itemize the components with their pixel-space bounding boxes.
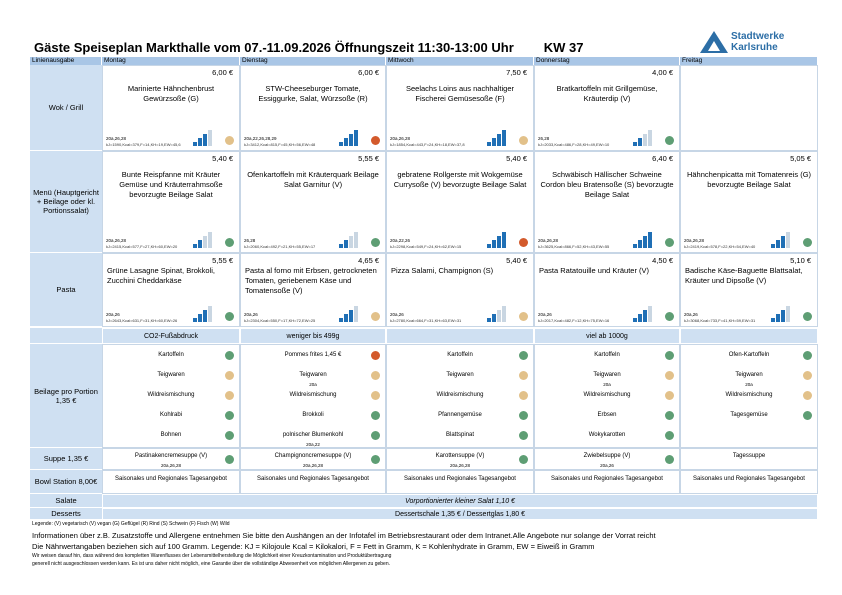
dish-cell[interactable]	[386, 151, 534, 253]
bowl-text: Saisonales und Regionales Tagesangebot	[693, 476, 805, 482]
column-header-1: Montag	[102, 57, 240, 65]
dish-nutrition: kJ=2643,Kcal=631,F=31,KH=60,EW=26	[106, 318, 178, 323]
side-item[interactable]: Erbsen	[597, 412, 617, 418]
co2-bar	[497, 236, 501, 248]
soup-allergens: 20a,26	[600, 463, 614, 468]
side-allergens: 20a	[745, 382, 753, 387]
dish-allergens: 20a,26	[684, 312, 698, 317]
co2-rating-dot	[225, 238, 234, 247]
dish-nutrition: kJ=2033,Kcal=486,F=28,KH=49,EW=10	[538, 142, 610, 147]
dish-nutrition: kJ=3625,Kcal=866,F=52,KH=43,EW=55	[538, 244, 610, 249]
dish-cell[interactable]	[102, 151, 240, 253]
sides-cell	[102, 344, 240, 448]
side-item[interactable]: Bohnen	[160, 432, 182, 438]
co2-bar	[349, 134, 353, 146]
co2-rating-dot	[519, 136, 528, 145]
bowl-label: Bowl Station 8,00€	[30, 470, 102, 494]
soup-cell[interactable]	[680, 448, 818, 470]
co2-bar	[193, 244, 197, 248]
co2-bar	[354, 232, 358, 248]
co2-bar	[633, 244, 637, 248]
co2-bar	[771, 318, 775, 322]
co2-bar	[354, 130, 358, 146]
dish-allergens: 26,28	[244, 238, 256, 243]
side-item[interactable]: Pfannengemüse	[438, 412, 482, 418]
sides-label: Beilage pro Portion 1,35 €	[30, 344, 102, 448]
dish-name: Ofenkartoffeln mit Kräuterquark Beilage Salat Garnitur (V)	[247, 170, 379, 189]
co2-rating-dot	[225, 136, 234, 145]
co2-bars-icon	[193, 130, 215, 146]
dish-name: Badische Käse-Baguette Blattsalat, Kräuter und Dipsoße (V)	[685, 266, 803, 285]
co2-bar	[638, 138, 642, 146]
soup-co2-dot	[519, 455, 528, 464]
dish-nutrition: kJ=3412,Kcal=815,F=45,KH=56,EW=48	[244, 142, 316, 147]
co2-bars-icon	[487, 232, 509, 248]
soup-cell[interactable]	[240, 448, 386, 470]
dish-price: 4,65 €	[358, 256, 379, 265]
co2-bar	[781, 310, 785, 322]
dish-allergens: 20a,26	[538, 312, 552, 317]
co2-bar	[354, 306, 358, 322]
side-co2-dot	[803, 371, 812, 380]
co2-bar	[786, 306, 790, 322]
dish-allergens: 20a,26	[244, 312, 258, 317]
co2-bar	[771, 244, 775, 248]
soup-name: Zwiebelsuppe (V)	[583, 453, 631, 459]
dessert-label: Desserts	[30, 508, 102, 520]
dish-name: Pizza Salami, Champignon (S)	[391, 266, 494, 275]
side-co2-dot	[519, 431, 528, 440]
dish-cell[interactable]	[680, 253, 818, 327]
salad-label: Salate	[30, 494, 102, 508]
soup-allergens: 20a,26,28	[302, 463, 324, 468]
column-header-2: Dienstag	[240, 57, 386, 65]
co2-bar	[339, 318, 343, 322]
dish-name: Pasta Ratatouille und Kräuter (V)	[539, 266, 650, 275]
dish-cell[interactable]	[680, 151, 818, 253]
co2-bars-icon	[771, 232, 793, 248]
title-text: Gäste Speiseplan Markthalle vom 07.-11.09.2026 Öffnungszeit 11:30-13:00 Uhr	[34, 40, 514, 55]
side-item[interactable]: Teigwaren	[593, 372, 621, 378]
co2-rating-dot	[371, 238, 380, 247]
side-co2-dot	[371, 411, 380, 420]
co2-bar	[193, 142, 197, 146]
dish-price: 5,55 €	[212, 256, 233, 265]
footer-line1: Informationen über z.B. Zusatzstoffe und Allergene entnehmen Sie bitte den Aushängen an der Infotafel im Betriebsrestaurant oder dem Intranet.Alle Angebote nur solange der Vorrat reicht	[32, 531, 656, 540]
side-co2-dot	[803, 411, 812, 420]
dish-name: Bratkartoffeln mit Grillgemüse, Kräuterdip (V)	[556, 84, 658, 103]
legend: Legende: (V) vegetarisch (V) vegan (G) Geflügel (R) Rind (S) Schwein (F) Fisch (W) Wild	[32, 521, 230, 527]
side-item[interactable]: Wildreismischung	[147, 392, 195, 398]
co2-bar	[198, 138, 202, 146]
dish-name: gebratene Rollgerste mit Wokgemüse Currysoße (V) bevorzugte Beilage Salat	[393, 170, 527, 189]
dish-allergens: 20a,26,28	[106, 136, 127, 141]
side-item[interactable]: Wildreismischung	[436, 392, 484, 398]
dish-cell[interactable]	[102, 253, 240, 327]
side-co2-dot	[665, 431, 674, 440]
sides-cell	[680, 344, 818, 448]
co2-bar	[203, 236, 207, 248]
side-item[interactable]: polnischer Blumenkohl	[282, 432, 344, 438]
dish-nutrition: kJ=2298,Kcal=549,F=24,KH=62,EW=15	[390, 244, 462, 249]
side-co2-dot	[803, 351, 812, 360]
side-item[interactable]: Teigwaren	[299, 372, 327, 378]
salad-text: Vorportionierter kleiner Salat 1,10 €	[102, 494, 818, 508]
footer-line4: generell nicht ausgeschlossen werden kann. Es ist uns daher nicht möglich, eine Garantie über die vollständige Abwesenheit von möglichen Allergenen zu geben.	[32, 561, 391, 567]
side-item[interactable]: Kartoffeln	[158, 352, 184, 358]
side-co2-dot	[225, 411, 234, 420]
dish-cell[interactable]	[102, 65, 240, 151]
soup-co2-dot	[371, 455, 380, 464]
side-allergens: 20a	[603, 382, 611, 387]
co2-bar	[502, 130, 506, 146]
co2-rating-dot	[665, 136, 674, 145]
dish-price: 5,40 €	[212, 154, 233, 163]
co2-bar	[648, 130, 652, 146]
side-co2-dot	[371, 391, 380, 400]
side-item[interactable]: Ofen-Kartoffeln	[728, 352, 770, 358]
footer-line3: Wir weisen darauf hin, dass während des kompletten Warenflusses der Lebensmittelherstellung die Möglichkeit einer Kreuzkontamination und Produktübertragung	[32, 553, 392, 559]
dish-name: Marinierte Hähnchenbrust Gewürzsoße (G)	[127, 84, 215, 103]
bowl-cell[interactable]	[240, 470, 386, 494]
side-allergens: 20a	[309, 382, 317, 387]
side-co2-dot	[665, 371, 674, 380]
co2-bar	[502, 232, 506, 248]
dish-cell[interactable]	[240, 253, 386, 327]
soup-name: Champignoncremesuppe (V)	[274, 453, 352, 459]
side-co2-dot	[665, 391, 674, 400]
page-title	[34, 40, 584, 55]
dish-cell[interactable]	[680, 65, 818, 151]
logo-triangle-inner	[708, 41, 720, 51]
soup-allergens: 20a,26,28	[160, 463, 182, 468]
co2-bar	[633, 142, 637, 146]
co2-bar	[497, 310, 501, 322]
dish-allergens: 20a,26,28	[390, 136, 411, 141]
dish-price: 7,50 €	[506, 68, 527, 77]
bowl-cell[interactable]	[680, 470, 818, 494]
side-co2-dot	[225, 431, 234, 440]
dish-price: 4,00 €	[652, 68, 673, 77]
bowl-cell[interactable]	[102, 470, 240, 494]
dish-nutrition: kJ=1854,Kcal=443,F=24,KH=18,EW=37,8	[390, 142, 465, 147]
co2-bar	[633, 318, 637, 322]
co2-bars-icon	[339, 130, 361, 146]
co2-bar	[193, 318, 197, 322]
soup-label: Suppe 1,35 €	[30, 448, 102, 470]
dish-price: 6,00 €	[212, 68, 233, 77]
co2-low: weniger bis 499g	[240, 328, 386, 344]
row-label-0: Wok / Grill	[30, 65, 102, 151]
co2-bar	[208, 130, 212, 146]
dish-price: 5,05 €	[790, 154, 811, 163]
side-co2-dot	[803, 391, 812, 400]
co2-bars-icon	[771, 306, 793, 322]
dish-price: 4,50 €	[652, 256, 673, 265]
co2-bar	[776, 240, 780, 248]
soup-name: Pastinakencremesuppe (V)	[134, 453, 208, 459]
dish-allergens: 20a,26	[390, 312, 404, 317]
soup-name: Tagessuppe	[732, 453, 766, 459]
co2-rating-dot	[371, 312, 380, 321]
side-allergens: 20a,22	[306, 442, 320, 447]
side-co2-dot	[519, 391, 528, 400]
side-item[interactable]: Pommes frites 1,45 €	[284, 352, 342, 358]
soup-allergens: 20a,26,28	[449, 463, 471, 468]
side-item[interactable]: Wildreismischung	[725, 392, 773, 398]
co2-bar	[208, 306, 212, 322]
bowl-text: Saisonales und Regionales Tagesangebot	[404, 476, 516, 482]
dish-nutrition: kJ=2060,Kcal=492,F=21,KH=55,EW=17	[244, 244, 316, 249]
co2-bar	[349, 236, 353, 248]
dish-name: Bunte Reispfanne mit Kräuter Gemüse und Kräuterrahmsoße bevorzugte Beilage Salat	[119, 170, 223, 199]
co2-bar	[198, 240, 202, 248]
dish-nutrition: kJ=2419,Kcal=578,F=22,KH=54,EW=40	[684, 244, 756, 249]
side-co2-dot	[519, 371, 528, 380]
co2-rating-dot	[803, 312, 812, 321]
co2-bar	[339, 244, 343, 248]
bowl-cell[interactable]	[534, 470, 680, 494]
side-item[interactable]: Blattspinat	[445, 432, 475, 438]
dish-price: 6,40 €	[652, 154, 673, 163]
dish-cell[interactable]	[534, 151, 680, 253]
sides-cell	[240, 344, 386, 448]
side-item[interactable]: Wildreismischung	[583, 392, 631, 398]
side-item[interactable]: Brokkoli	[302, 412, 324, 418]
side-item[interactable]: Kartoffeln	[447, 352, 473, 358]
co2-bar	[776, 314, 780, 322]
co2-mid	[386, 328, 534, 344]
dish-name: Hähnchenpicatta mit Tomatenreis (G) bevorzugte Beilage Salat	[686, 170, 812, 189]
co2-bar	[492, 240, 496, 248]
co2-bar	[203, 134, 207, 146]
dish-nutrition: kJ=2304,Kcal=550,F=17,KH=72,EW=25	[244, 318, 316, 323]
co2-bars-icon	[339, 306, 361, 322]
side-co2-dot	[225, 371, 234, 380]
dish-nutrition: kJ=3068,Kcal=733,F=41,KH=59,EW=31	[684, 318, 756, 323]
week-number: KW 37	[543, 40, 584, 55]
dish-price: 5,40 €	[506, 256, 527, 265]
stadtwerke-logo	[700, 29, 820, 57]
dish-allergens: 20a,26	[106, 312, 120, 317]
co2-bar	[502, 306, 506, 322]
co2-bars-icon	[633, 232, 655, 248]
co2-bar	[349, 310, 353, 322]
logo-line2: Karlsruhe	[731, 42, 778, 53]
co2-empty	[680, 328, 818, 344]
dish-name: Pasta al forno mit Erbsen, getrockneten Tomaten, geriebenem Käse und Tomatensoße (V)	[245, 266, 377, 295]
co2-row-label	[30, 328, 102, 344]
co2-bar	[344, 314, 348, 322]
co2-high: viel ab 1000g	[534, 328, 680, 344]
side-co2-dot	[225, 391, 234, 400]
bowl-text: Saisonales und Regionales Tagesangebot	[257, 476, 369, 482]
soup-cell[interactable]	[102, 448, 240, 470]
dish-name: Grüne Lasagne Spinat, Brokkoli, Zucchini Cheddarkäse	[107, 266, 215, 285]
co2-bar	[203, 310, 207, 322]
co2-bar	[497, 134, 501, 146]
co2-bar	[643, 134, 647, 146]
co2-bar	[344, 240, 348, 248]
column-header-3: Mittwoch	[386, 57, 534, 65]
logo-line1: Stadtwerke	[731, 31, 785, 42]
side-item[interactable]: Teigwaren	[157, 372, 185, 378]
co2-rating-dot	[519, 238, 528, 247]
column-header-0: Linienausgabe	[30, 57, 102, 65]
co2-bar	[198, 314, 202, 322]
co2-bar	[648, 306, 652, 322]
dish-cell[interactable]	[534, 253, 680, 327]
side-co2-dot	[371, 371, 380, 380]
dish-price: 5,40 €	[506, 154, 527, 163]
dish-allergens: 20a,26,28	[684, 238, 705, 243]
co2-bar	[643, 236, 647, 248]
dish-nutrition: kJ=1590,Kcal=379,F=14,KH=19,EW=45,6	[106, 142, 181, 147]
co2-bar	[786, 232, 790, 248]
bowl-text: Saisonales und Regionales Tagesangebot	[115, 476, 227, 482]
dish-cell[interactable]	[534, 65, 680, 151]
co2-bar	[643, 310, 647, 322]
dish-nutrition: kJ=2017,Kcal=482,F=12,KH=75,EW=16	[538, 318, 610, 323]
co2-bars-icon	[193, 306, 215, 322]
side-co2-dot	[519, 411, 528, 420]
co2-bar	[781, 236, 785, 248]
co2-rating-dot	[225, 312, 234, 321]
side-item[interactable]: Kartoffeln	[594, 352, 620, 358]
side-co2-dot	[371, 351, 380, 360]
sides-cell	[534, 344, 680, 448]
dish-name: STW-Cheeseburger Tomate, Essiggurke, Salat, Würzsoße (R)	[258, 84, 368, 103]
dish-allergens: 20a,26,28	[538, 238, 559, 243]
co2-bar	[638, 314, 642, 322]
co2-bars-icon	[633, 130, 655, 146]
side-item[interactable]: Teigwaren	[446, 372, 474, 378]
dish-price: 6,00 €	[358, 68, 379, 77]
co2-bar	[487, 142, 491, 146]
side-item[interactable]: Wokykarotten	[588, 432, 626, 438]
side-co2-dot	[371, 431, 380, 440]
side-co2-dot	[665, 351, 674, 360]
dish-cell[interactable]	[240, 151, 386, 253]
dish-price: 5,10 €	[790, 256, 811, 265]
side-item[interactable]: Teigwaren	[735, 372, 763, 378]
co2-rating-dot	[371, 136, 380, 145]
side-item[interactable]: Tagesgemüse	[730, 412, 768, 418]
co2-bar	[492, 138, 496, 146]
co2-rating-dot	[665, 238, 674, 247]
dish-cell[interactable]	[386, 253, 534, 327]
co2-bar	[344, 138, 348, 146]
dish-allergens: 20a,26,28	[106, 238, 127, 243]
dessert-text: Dessertschale 1,35 € / Dessertglas 1,80 €	[102, 508, 818, 520]
co2-bar	[339, 142, 343, 146]
co2-bar	[648, 232, 652, 248]
bowl-text: Saisonales und Regionales Tagesangebot	[551, 476, 663, 482]
dish-price: 5,55 €	[358, 154, 379, 163]
dish-allergens: 20a,22,26,28,29	[244, 136, 277, 141]
footer-line2: Die Nährwertangaben beziehen sich auf 100 Gramm. Legende: KJ = Kilojoule Kcal = Kilokalori, F = Fett in Gramm, K = Kohlenhydrate in Gramm, EW = Eiweiß in Gramm	[32, 542, 595, 551]
co2-bar	[208, 232, 212, 248]
bowl-cell[interactable]	[386, 470, 534, 494]
co2-bars-icon	[193, 232, 215, 248]
side-item[interactable]: Wildreismischung	[289, 392, 337, 398]
co2-bar	[487, 318, 491, 322]
soup-co2-dot	[225, 455, 234, 464]
co2-bar	[492, 314, 496, 322]
co2-rating-dot	[519, 312, 528, 321]
dish-cell[interactable]	[386, 65, 534, 151]
soup-co2-dot	[665, 455, 674, 464]
co2-bars-icon	[633, 306, 655, 322]
co2-rating-dot	[665, 312, 674, 321]
co2-bars-icon	[487, 306, 509, 322]
row-label-2: Pasta	[30, 253, 102, 327]
co2-label: CO2-Fußabdruck	[102, 328, 240, 344]
dish-nutrition: kJ=2415,Kcal=577,F=27,KH=60,EW=20	[106, 244, 178, 249]
soup-cell[interactable]	[386, 448, 534, 470]
dish-allergens: 20a,22,26	[390, 238, 411, 243]
soup-name: Karottensuppe (V)	[435, 453, 485, 459]
sides-cell	[386, 344, 534, 448]
row-label-1: Menü (Hauptgericht + Beilage oder kl. Portionssalat)	[30, 151, 102, 253]
side-co2-dot	[519, 351, 528, 360]
co2-bars-icon	[487, 130, 509, 146]
co2-rating-dot	[803, 238, 812, 247]
side-co2-dot	[225, 351, 234, 360]
dish-cell[interactable]	[240, 65, 386, 151]
dish-name: Schwäbisch Hällischer Schweine Cordon bleu Bratensoße (S) bevorzugte Beilage Salat	[540, 170, 674, 199]
co2-bar	[638, 240, 642, 248]
dish-name: Seelachs Loins aus nachhaltiger Fischerei Gemüsesoße (F)	[406, 84, 514, 103]
co2-bar	[487, 244, 491, 248]
side-item[interactable]: Kohlrabi	[159, 412, 182, 418]
column-header-4: Donnerstag	[534, 57, 680, 65]
co2-bars-icon	[339, 232, 361, 248]
dish-allergens: 26,28	[538, 136, 550, 141]
side-co2-dot	[665, 411, 674, 420]
column-header-5: Freitag	[680, 57, 818, 65]
dish-nutrition: kJ=2780,Kcal=664,F=31,KH=63,EW=31	[390, 318, 462, 323]
soup-cell[interactable]	[534, 448, 680, 470]
